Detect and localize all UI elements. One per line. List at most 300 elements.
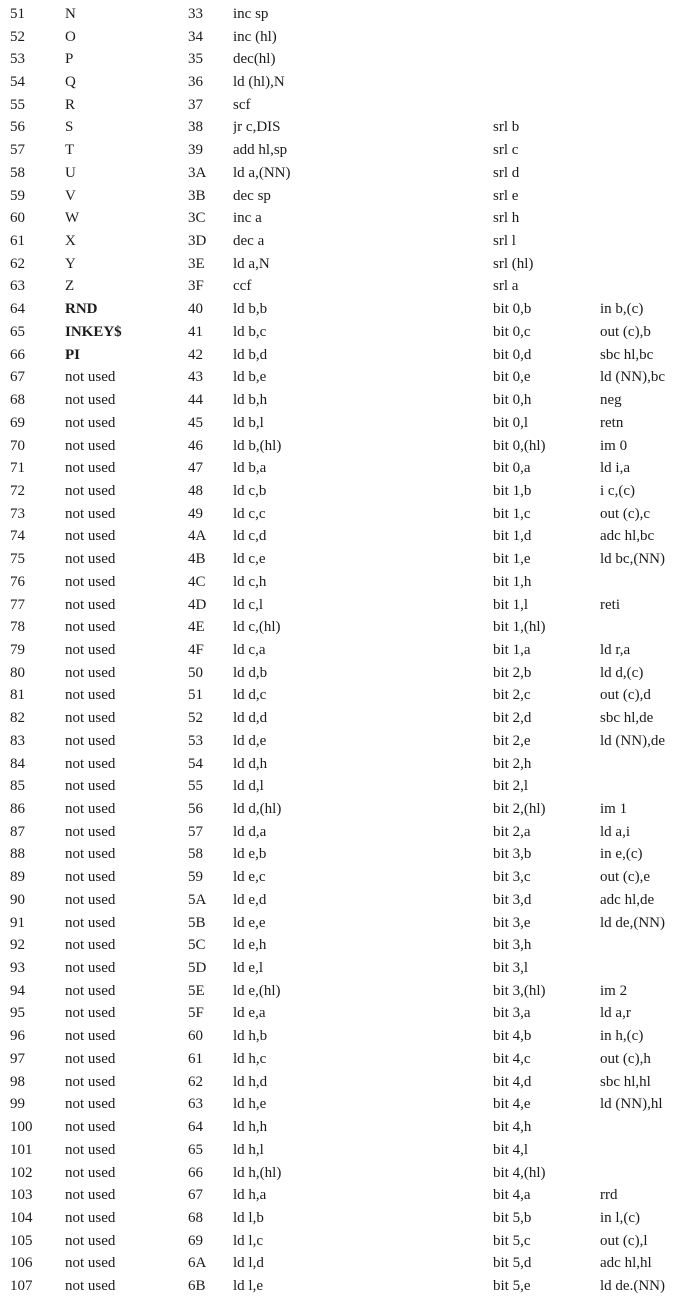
- dec-code-cell: 68: [10, 393, 25, 409]
- cb-opcode-cell: bit 5,b: [493, 1210, 532, 1226]
- base-opcode-cell: ld h,(hl): [233, 1165, 282, 1181]
- base-opcode-cell: ld a,N: [233, 256, 270, 272]
- hex-code-cell: 33: [188, 6, 203, 22]
- ed-opcode-cell: im 1: [600, 802, 628, 818]
- hex-code-cell: 38: [188, 120, 203, 136]
- hex-code-cell: 53: [188, 733, 203, 749]
- table-row: [10, 26, 696, 49]
- table-row: [10, 934, 696, 957]
- cb-opcode-cell: bit 0,l: [493, 415, 529, 431]
- base-opcode-cell: ld b,b: [233, 302, 268, 318]
- character-token-cell: not used: [65, 415, 116, 431]
- cb-opcode-cell: bit 5,c: [493, 1233, 531, 1249]
- character-token-cell: T: [65, 143, 75, 159]
- table-row: [10, 1094, 696, 1117]
- hex-code-cell: 6B: [188, 1279, 206, 1295]
- base-opcode-cell: ld c,d: [233, 529, 267, 545]
- base-opcode-cell: ld c,c: [233, 506, 266, 522]
- ed-opcode-cell: ld i,a: [600, 461, 630, 477]
- cb-opcode-cell: srl c: [493, 143, 519, 159]
- character-token-cell: not used: [65, 1051, 116, 1067]
- character-token-cell: not used: [65, 620, 116, 636]
- dec-code-cell: 65: [10, 324, 25, 340]
- character-token-cell: N: [65, 6, 76, 22]
- cb-opcode-cell: bit 0,c: [493, 324, 531, 340]
- character-token-cell: not used: [65, 574, 116, 590]
- table-row: [10, 367, 696, 390]
- table-row: [10, 594, 696, 617]
- character-token-cell: Z: [65, 279, 75, 295]
- character-token-cell: not used: [65, 983, 116, 999]
- character-token-cell: not used: [65, 756, 116, 772]
- dec-code-cell: 84: [10, 756, 25, 772]
- character-token-cell: not used: [65, 665, 116, 681]
- character-token-cell: not used: [65, 870, 116, 886]
- hex-code-cell: 4D: [188, 597, 207, 613]
- ed-opcode-cell: out (c),b: [600, 324, 651, 340]
- ed-opcode-cell: in e,(c): [600, 847, 643, 863]
- ed-opcode-cell: reti: [600, 597, 620, 613]
- character-token-cell: RND: [65, 302, 98, 318]
- cb-opcode-cell: bit 0,(hl): [493, 438, 546, 454]
- table-row: [10, 616, 696, 639]
- dec-code-cell: 56: [10, 120, 25, 136]
- hex-code-cell: 37: [188, 97, 203, 113]
- hex-code-cell: 58: [188, 847, 203, 863]
- hex-code-cell: 6A: [188, 1256, 207, 1272]
- base-opcode-cell: dec sp: [233, 188, 271, 204]
- ed-opcode-cell: ld r,a: [600, 642, 631, 658]
- base-opcode-cell: ld d,(hl): [233, 802, 282, 818]
- dec-code-cell: 69: [10, 415, 25, 431]
- dec-code-cell: 53: [10, 52, 25, 68]
- base-opcode-cell: ld h,b: [233, 1029, 268, 1045]
- table-row: [10, 685, 696, 708]
- table-row: [10, 1116, 696, 1139]
- hex-code-cell: 3A: [188, 165, 207, 181]
- hex-code-cell: 5A: [188, 892, 207, 908]
- ed-opcode-cell: sbc hl,de: [600, 711, 654, 727]
- hex-code-cell: 3C: [188, 211, 206, 227]
- dec-code-cell: 79: [10, 642, 25, 658]
- hex-code-cell: 36: [188, 75, 203, 91]
- hex-code-cell: 4B: [188, 552, 206, 568]
- cb-opcode-cell: bit 4,h: [493, 1120, 532, 1136]
- table-row: [10, 389, 696, 412]
- ed-opcode-cell: i c,(c): [600, 483, 635, 499]
- table-row: [10, 1071, 696, 1094]
- ed-opcode-cell: in h,(c): [600, 1029, 644, 1045]
- base-opcode-cell: ld e,(hl): [233, 983, 281, 999]
- hex-code-cell: 67: [188, 1188, 203, 1204]
- dec-code-cell: 106: [10, 1256, 33, 1272]
- base-opcode-cell: ld e,h: [233, 938, 267, 954]
- base-opcode-cell: ld l,d: [233, 1256, 264, 1272]
- table-row: [10, 71, 696, 94]
- cb-opcode-cell: bit 1,l: [493, 597, 529, 613]
- base-opcode-cell: ld e,d: [233, 892, 267, 908]
- table-row: [10, 639, 696, 662]
- character-token-cell: not used: [65, 1233, 116, 1249]
- character-token-cell: not used: [65, 1142, 116, 1158]
- dec-code-cell: 103: [10, 1188, 33, 1204]
- cb-opcode-cell: bit 0,a: [493, 461, 531, 477]
- base-opcode-cell: inc (hl): [233, 29, 277, 45]
- table-row: [10, 1048, 696, 1071]
- character-token-cell: INKEY$: [65, 324, 122, 340]
- hex-code-cell: 3E: [188, 256, 205, 272]
- base-opcode-cell: ld h,c: [233, 1051, 267, 1067]
- character-token-cell: not used: [65, 438, 116, 454]
- ed-opcode-cell: in b,(c): [600, 302, 644, 318]
- table-row: [10, 1162, 696, 1185]
- dec-code-cell: 74: [10, 529, 25, 545]
- hex-code-cell: 56: [188, 802, 203, 818]
- dec-code-cell: 105: [10, 1233, 33, 1249]
- table-row: [10, 94, 696, 117]
- table-row: [10, 276, 696, 299]
- hex-code-cell: 64: [188, 1120, 203, 1136]
- dec-code-cell: 63: [10, 279, 25, 295]
- table-row: [10, 571, 696, 594]
- dec-code-cell: 85: [10, 779, 25, 795]
- base-opcode-cell: ld h,h: [233, 1120, 268, 1136]
- table-row: [10, 1230, 696, 1253]
- cb-opcode-cell: bit 4,e: [493, 1097, 531, 1113]
- cb-opcode-cell: srl b: [493, 120, 520, 136]
- hex-code-cell: 5F: [188, 1006, 204, 1022]
- base-opcode-cell: ld d,l: [233, 779, 264, 795]
- table-row: [10, 298, 696, 321]
- cb-opcode-cell: bit 3,(hl): [493, 983, 546, 999]
- ed-opcode-cell: ld (NN),bc: [600, 370, 665, 386]
- ed-opcode-cell: neg: [600, 393, 622, 409]
- character-token-cell: not used: [65, 824, 116, 840]
- hex-code-cell: 52: [188, 711, 203, 727]
- dec-code-cell: 101: [10, 1142, 33, 1158]
- ed-opcode-cell: adc hl,hl: [600, 1256, 652, 1272]
- ed-opcode-cell: sbc hl,bc: [600, 347, 654, 363]
- hex-code-cell: 45: [188, 415, 203, 431]
- character-token-cell: O: [65, 29, 76, 45]
- cb-opcode-cell: bit 5,e: [493, 1279, 531, 1295]
- base-opcode-cell: ld d,a: [233, 824, 267, 840]
- hex-code-cell: 41: [188, 324, 203, 340]
- cb-opcode-cell: srl (hl): [493, 256, 534, 272]
- dec-code-cell: 73: [10, 506, 25, 522]
- ed-opcode-cell: out (c),e: [600, 870, 650, 886]
- character-token-cell: V: [65, 188, 76, 204]
- base-opcode-cell: inc sp: [233, 6, 269, 22]
- character-token-cell: not used: [65, 529, 116, 545]
- cb-opcode-cell: bit 3,c: [493, 870, 531, 886]
- cb-opcode-cell: bit 2,c: [493, 688, 531, 704]
- dec-code-cell: 62: [10, 256, 25, 272]
- dec-code-cell: 52: [10, 29, 25, 45]
- base-opcode-cell: ld b,a: [233, 461, 267, 477]
- hex-code-cell: 57: [188, 824, 203, 840]
- table-row: [10, 1139, 696, 1162]
- table-row: [10, 253, 696, 276]
- cb-opcode-cell: bit 4,l: [493, 1142, 529, 1158]
- dec-code-cell: 90: [10, 892, 25, 908]
- character-token-cell: not used: [65, 552, 116, 568]
- base-opcode-cell: ld (hl),N: [233, 75, 285, 91]
- base-opcode-cell: ld c,h: [233, 574, 267, 590]
- cb-opcode-cell: srl a: [493, 279, 519, 295]
- hex-code-cell: 42: [188, 347, 203, 363]
- hex-code-cell: 5C: [188, 938, 206, 954]
- ed-opcode-cell: out (c),c: [600, 506, 650, 522]
- cb-opcode-cell: bit 2,(hl): [493, 802, 546, 818]
- cb-opcode-cell: bit 2,d: [493, 711, 532, 727]
- cb-opcode-cell: srl h: [493, 211, 520, 227]
- cb-opcode-cell: bit 3,h: [493, 938, 532, 954]
- dec-code-cell: 55: [10, 97, 25, 113]
- character-token-cell: not used: [65, 1256, 116, 1272]
- character-token-cell: not used: [65, 892, 116, 908]
- dec-code-cell: 82: [10, 711, 25, 727]
- cb-opcode-cell: srl d: [493, 165, 520, 181]
- base-opcode-cell: ld d,h: [233, 756, 268, 772]
- hex-code-cell: 51: [188, 688, 203, 704]
- cb-opcode-cell: bit 1,e: [493, 552, 531, 568]
- ed-opcode-cell: out (c),l: [600, 1233, 648, 1249]
- dec-code-cell: 76: [10, 574, 25, 590]
- base-opcode-cell: ld c,b: [233, 483, 267, 499]
- cb-opcode-cell: bit 0,e: [493, 370, 531, 386]
- character-token-cell: PI: [65, 347, 80, 363]
- cb-opcode-cell: bit 3,l: [493, 961, 529, 977]
- ed-opcode-cell: in l,(c): [600, 1210, 640, 1226]
- table-row: [10, 730, 696, 753]
- table-row: [10, 230, 696, 253]
- table-row: [10, 1025, 696, 1048]
- cb-opcode-cell: bit 2,h: [493, 756, 532, 772]
- dec-code-cell: 97: [10, 1051, 25, 1067]
- character-token-cell: not used: [65, 483, 116, 499]
- character-token-cell: not used: [65, 1120, 116, 1136]
- hex-code-cell: 54: [188, 756, 203, 772]
- ed-opcode-cell: out (c),d: [600, 688, 651, 704]
- dec-code-cell: 92: [10, 938, 25, 954]
- ed-opcode-cell: ld (NN),hl: [600, 1097, 663, 1113]
- table-row: [10, 526, 696, 549]
- dec-code-cell: 83: [10, 733, 25, 749]
- table-row: [10, 162, 696, 185]
- dec-code-cell: 58: [10, 165, 25, 181]
- ed-opcode-cell: ld a,i: [600, 824, 630, 840]
- character-token-cell: not used: [65, 847, 116, 863]
- dec-code-cell: 104: [10, 1210, 33, 1226]
- ed-opcode-cell: ld d,(c): [600, 665, 644, 681]
- character-token-cell: not used: [65, 393, 116, 409]
- cb-opcode-cell: bit 1,b: [493, 483, 532, 499]
- character-token-cell: not used: [65, 1074, 116, 1090]
- base-opcode-cell: ld h,a: [233, 1188, 267, 1204]
- dec-code-cell: 93: [10, 961, 25, 977]
- dec-code-cell: 98: [10, 1074, 25, 1090]
- hex-code-cell: 5E: [188, 983, 205, 999]
- cb-opcode-cell: bit 1,d: [493, 529, 532, 545]
- hex-code-cell: 4F: [188, 642, 204, 658]
- cb-opcode-cell: bit 4,b: [493, 1029, 532, 1045]
- dec-code-cell: 70: [10, 438, 25, 454]
- character-token-cell: not used: [65, 779, 116, 795]
- character-token-cell: not used: [65, 1097, 116, 1113]
- dec-code-cell: 75: [10, 552, 25, 568]
- ed-opcode-cell: out (c),h: [600, 1051, 651, 1067]
- base-opcode-cell: ld e,b: [233, 847, 267, 863]
- base-opcode-cell: ld c,e: [233, 552, 266, 568]
- cb-opcode-cell: bit 2,b: [493, 665, 532, 681]
- cb-opcode-cell: bit 5,d: [493, 1256, 532, 1272]
- dec-code-cell: 64: [10, 302, 25, 318]
- dec-code-cell: 91: [10, 915, 25, 931]
- hex-code-cell: 48: [188, 483, 203, 499]
- character-token-cell: not used: [65, 1279, 116, 1295]
- table-row: [10, 48, 696, 71]
- base-opcode-cell: ld c,(hl): [233, 620, 281, 636]
- table-row: [10, 480, 696, 503]
- character-token-cell: S: [65, 120, 74, 136]
- hex-code-cell: 63: [188, 1097, 203, 1113]
- base-opcode-cell: ld d,e: [233, 733, 267, 749]
- table-row: [10, 798, 696, 821]
- ed-opcode-cell: im 2: [600, 983, 628, 999]
- hex-code-cell: 40: [188, 302, 203, 318]
- table-row: [10, 139, 696, 162]
- character-token-cell: U: [65, 165, 76, 181]
- cb-opcode-cell: bit 1,c: [493, 506, 531, 522]
- dec-code-cell: 72: [10, 483, 25, 499]
- ed-opcode-cell: rrd: [600, 1188, 618, 1204]
- cb-opcode-cell: srl l: [493, 234, 516, 250]
- hex-code-cell: 49: [188, 506, 203, 522]
- hex-code-cell: 47: [188, 461, 203, 477]
- dec-code-cell: 80: [10, 665, 25, 681]
- hex-code-cell: 68: [188, 1210, 203, 1226]
- table-row: [10, 1275, 696, 1298]
- dec-code-cell: 89: [10, 870, 25, 886]
- base-opcode-cell: ld a,(NN): [233, 165, 291, 181]
- hex-code-cell: 62: [188, 1074, 203, 1090]
- base-opcode-cell: dec a: [233, 234, 265, 250]
- cb-opcode-cell: bit 3,b: [493, 847, 532, 863]
- table-row: [10, 548, 696, 571]
- hex-code-cell: 39: [188, 143, 203, 159]
- character-token-cell: not used: [65, 733, 116, 749]
- base-opcode-cell: ld b,l: [233, 415, 264, 431]
- cb-opcode-cell: bit 0,d: [493, 347, 532, 363]
- table-row: [10, 117, 696, 140]
- hex-code-cell: 50: [188, 665, 203, 681]
- table-row: [10, 980, 696, 1003]
- ed-opcode-cell: ld de,(NN): [600, 915, 665, 931]
- hex-code-cell: 46: [188, 438, 203, 454]
- character-token-cell: W: [65, 211, 80, 227]
- dec-code-cell: 66: [10, 347, 25, 363]
- character-token-cell: not used: [65, 938, 116, 954]
- character-token-cell: not used: [65, 711, 116, 727]
- base-opcode-cell: ld c,a: [233, 642, 266, 658]
- ed-opcode-cell: ld (NN),de: [600, 733, 665, 749]
- character-token-cell: not used: [65, 370, 116, 386]
- hex-code-cell: 55: [188, 779, 203, 795]
- base-opcode-cell: dec(hl): [233, 52, 276, 68]
- hex-code-cell: 59: [188, 870, 203, 886]
- ed-opcode-cell: adc hl,bc: [600, 529, 655, 545]
- base-opcode-cell: ld b,(hl): [233, 438, 282, 454]
- dec-code-cell: 86: [10, 802, 25, 818]
- table-row: [10, 1003, 696, 1026]
- hex-code-cell: 35: [188, 52, 203, 68]
- base-opcode-cell: ld d,b: [233, 665, 268, 681]
- cb-opcode-cell: bit 1,a: [493, 642, 531, 658]
- cb-opcode-cell: bit 4,c: [493, 1051, 531, 1067]
- dec-code-cell: 57: [10, 143, 25, 159]
- table-row: [10, 321, 696, 344]
- table-row: [10, 207, 696, 230]
- cb-opcode-cell: bit 0,h: [493, 393, 532, 409]
- table-row: [10, 435, 696, 458]
- hex-code-cell: 61: [188, 1051, 203, 1067]
- base-opcode-cell: ld d,d: [233, 711, 268, 727]
- base-opcode-cell: ld h,d: [233, 1074, 268, 1090]
- cb-opcode-cell: bit 1,(hl): [493, 620, 546, 636]
- table-row: [10, 821, 696, 844]
- table-row: [10, 957, 696, 980]
- ed-opcode-cell: sbc hl,hl: [600, 1074, 651, 1090]
- character-token-cell: not used: [65, 961, 116, 977]
- dec-code-cell: 51: [10, 6, 25, 22]
- character-token-cell: not used: [65, 1188, 116, 1204]
- ed-opcode-cell: ld a,r: [600, 1006, 631, 1022]
- character-token-cell: not used: [65, 506, 116, 522]
- base-opcode-cell: scf: [233, 97, 251, 113]
- table-row: [10, 753, 696, 776]
- ed-opcode-cell: retn: [600, 415, 624, 431]
- hex-code-cell: 3F: [188, 279, 204, 295]
- dec-code-cell: 94: [10, 983, 25, 999]
- base-opcode-cell: ccf: [233, 279, 252, 295]
- character-token-cell: not used: [65, 1165, 116, 1181]
- dec-code-cell: 77: [10, 597, 25, 613]
- base-opcode-cell: ld e,l: [233, 961, 263, 977]
- base-opcode-cell: ld b,d: [233, 347, 268, 363]
- base-opcode-cell: ld h,l: [233, 1142, 264, 1158]
- table-row: [10, 707, 696, 730]
- table-row: [10, 1253, 696, 1276]
- cb-opcode-cell: bit 4,(hl): [493, 1165, 546, 1181]
- hex-code-cell: 65: [188, 1142, 203, 1158]
- dec-code-cell: 67: [10, 370, 25, 386]
- cb-opcode-cell: srl e: [493, 188, 519, 204]
- base-opcode-cell: ld b,h: [233, 393, 268, 409]
- table-row: [10, 912, 696, 935]
- hex-code-cell: 43: [188, 370, 203, 386]
- hex-code-cell: 3D: [188, 234, 207, 250]
- character-token-cell: not used: [65, 688, 116, 704]
- dec-code-cell: 78: [10, 620, 25, 636]
- opcode-table: [10, 3, 696, 1298]
- base-opcode-cell: jr c,DIS: [233, 120, 281, 136]
- hex-code-cell: 69: [188, 1233, 203, 1249]
- dec-code-cell: 96: [10, 1029, 25, 1045]
- character-token-cell: Y: [65, 256, 76, 272]
- base-opcode-cell: add hl,sp: [233, 143, 288, 159]
- base-opcode-cell: ld e,e: [233, 915, 266, 931]
